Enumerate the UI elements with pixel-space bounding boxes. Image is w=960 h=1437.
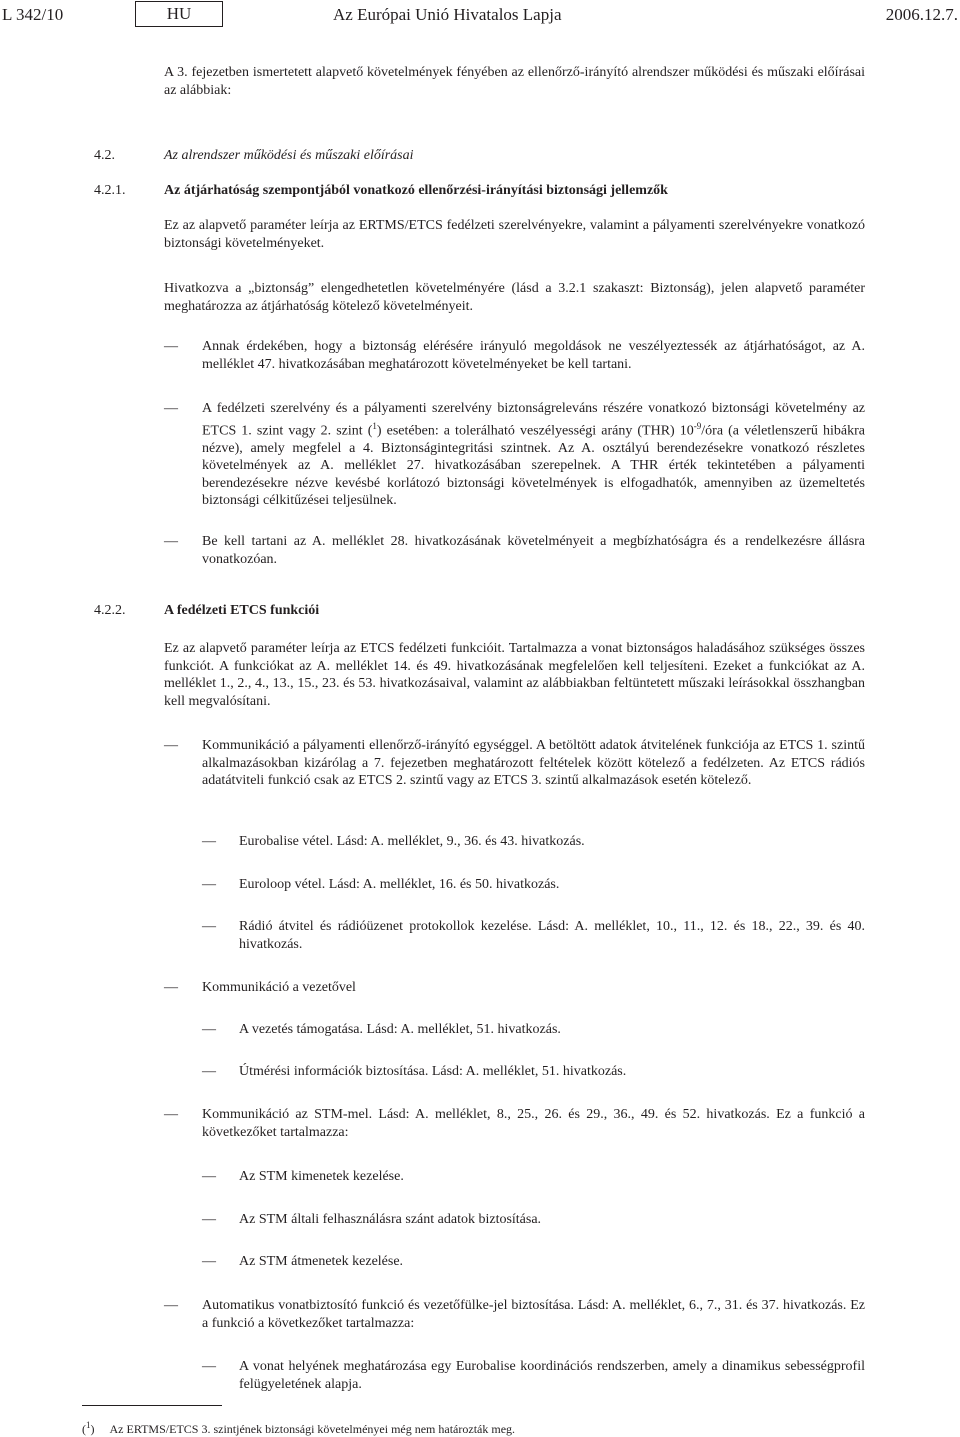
bullet-dash: — — [164, 339, 178, 354]
footnote-reference: 1 — [372, 420, 377, 431]
bullet-4-2-2-3: Kommunikáció az STM-mel. Lásd: A. melléklet, 8., 25., 26. és 29., 36., 49. és 52. hivatkozás. Ez a funkció a következőket tartalmazza: — [202, 1107, 865, 1140]
bullet-dash: — — [164, 980, 178, 995]
sub-bullet-dash: — — [202, 1064, 216, 1079]
bullet-dash: — — [164, 1107, 178, 1122]
sub-bullet-dash: — — [202, 1022, 216, 1037]
paragraph-4-2-1-a: Ez az alapvető paraméter leírja az ERTMS/ETCS fedélzeti szerelvényekre, valamint a pályamenti szerelvényekre vonatkozó biztonsági követelményeket. — [164, 218, 865, 251]
sub-bullet-radio: Rádió átvitel és rádióüzenet protokollok kezelése. Lásd: A. melléklet, 10., 11., 12. és 18., 22., 39. és 40. hivatkozás. — [239, 919, 865, 952]
sub-bullet-stm-transitions: Az STM átmenetek kezelése. — [239, 1254, 404, 1269]
section-title-4-2-2: A fedélzeti ETCS funkciói — [164, 603, 320, 618]
exponent: -9 — [693, 420, 702, 431]
paragraph-4-2-2: Ez az alapvető paraméter leírja az ETCS fedélzeti funkcióit. Tartalmazza a vonat biztonságos haladásához szükséges összes funkciót. A funkciókat az A. melléklet 14. és 49. hivatkozásának megfelelően kell teljesíteni. Ezeket a funkciókat az A. melléklet 1., 2., 4., 13., 15., 23. és 53. hivatkozásaival, valamint az alábbiakban feltüntetett műszaki leírásokkal összhangban kell megvalósítani. — [164, 641, 865, 709]
footnote-divider — [82, 1405, 222, 1406]
journal-title: Az Európai Unió Hivatalos Lapja — [333, 5, 562, 24]
sub-bullet-train-location: A vonat helyének meghatározása egy Eurobalise koordinációs rendszerben, amely a dinamikus sebességprofil felügyeletének alapja. — [239, 1359, 865, 1392]
section-number-4-2-2: 4.2.2. — [94, 603, 126, 618]
bullet-4-2-2-2: Kommunikáció a vezetővel — [202, 980, 356, 995]
journal-header — [0, 0, 960, 30]
section-title-4-2-1: Az átjárhatóság szempontjából vonatkozó ellenőrzési-irányítási biztonsági jellemzők — [164, 183, 668, 198]
footnote-mark: 1 — [86, 1420, 91, 1430]
sub-bullet-odometry: Útmérési információk biztosítása. Lásd: A. melléklet, 51. hivatkozás. — [239, 1064, 627, 1079]
publication-date: 2006.12.7. — [885, 5, 958, 24]
sub-bullet-dash: — — [202, 1212, 216, 1227]
footnote-text: Az ERTMS/ETCS 3. szintjének biztonsági követelményei még nem határozták meg. — [109, 1422, 516, 1436]
bullet-4-2-1-3: Be kell tartani az A. melléklet 28. hivatkozásának követelményeit a megbízhatóságra és a rendelkezésre állásra vonatkozóan. — [202, 534, 865, 567]
sub-bullet-dash: — — [202, 1254, 216, 1269]
sub-bullet-stm-data: Az STM általi felhasználásra szánt adatok biztosítása. — [239, 1212, 542, 1227]
sub-bullet-stm-outputs: Az STM kimenetek kezelése. — [239, 1169, 404, 1184]
bullet-4-2-1-1: Annak érdekében, hogy a biztonság elérésére irányuló megoldások ne veszélyeztessék az átjárhatóságot, az A. melléklet 47. hivatkozásában meghatározott követelményeket be kell tartani. — [202, 339, 865, 372]
sub-bullet-dash: — — [202, 1169, 216, 1184]
section-number-4-2: 4.2. — [94, 148, 115, 163]
bullet-4-2-2-1: Kommunikáció a pályamenti ellenőrző-irányító egységgel. A betöltött adatok átvitelének funkciója az ETCS 1. szintű alkalmazásokban kizárólag a 7. fejezetben meghatározott feltételek között kötelező a fedélzeten. Az ETCS rádiós adatátviteli funkció csak az ETCS 2. szintű vagy az ETCS 3. szintű alkalmazások esetén kötelező. — [202, 738, 865, 788]
intro-paragraph: A 3. fejezetben ismertetett alapvető követelmények fényében az ellenőrző-irányító alrendszer működési és műszaki előírásai az alábbiak: — [164, 65, 865, 98]
sub-bullet-dash: — — [202, 834, 216, 849]
sub-bullet-dash: — — [202, 1359, 216, 1374]
section-title-4-2: Az alrendszer működési és műszaki előírásai — [164, 148, 414, 163]
section-number-4-2-1: 4.2.1. — [94, 183, 126, 198]
sub-bullet-driving-support: A vezetés támogatása. Lásd: A. melléklet, 51. hivatkozás. — [239, 1022, 561, 1037]
page-number: L 342/10 — [2, 5, 64, 24]
language-code-box: HU — [135, 1, 223, 27]
bullet-dash: — — [164, 401, 178, 416]
sub-bullet-dash: — — [202, 919, 216, 934]
sub-bullet-eurobalise: Eurobalise vétel. Lásd: A. melléklet, 9., 36. és 43. hivatkozás. — [239, 834, 585, 849]
sub-bullet-dash: — — [202, 877, 216, 892]
bullet-dash: — — [164, 738, 178, 753]
bullet-4-2-2-4: Automatikus vonatbiztosító funkció és vezetőfülke-jel biztosítása. Lásd: A. melléklet, 6., 7., 31. és 37. hivatkozás. Ez a funkció a következőket tartalmazza: — [202, 1298, 865, 1331]
paragraph-4-2-1-b: Hivatkozva a „biztonság” elengedhetetlen követelményére (lásd a 3.2.1 szakaszt: Biztonság), jelen alapvető paraméter meghatározza az átjárhatóság kötelező követelményeit. — [164, 281, 865, 314]
sub-bullet-euroloop: Euroloop vétel. Lásd: A. melléklet, 16. és 50. hivatkozás. — [239, 877, 560, 892]
bullet-dash: — — [164, 534, 178, 549]
bullet-4-2-1-2: A fedélzeti szerelvény és a pályamenti szerelvény biztonságreleváns részére vonatkozó biztonsági követelmény az ETCS 1. szint vagy 2. szint ($^1$) esetében: a tolerálható veszélyességi arány (THR) $10^{-9}$/óra (a véletlenszerű hibákra nézve), amely megfelel a 4. Biztonságintegritási szintnek. Az A. osztályú berendezésekre vonatkozó részletes követelmények az A. melléklet 27. hivatkozásában szerepelnek. A THR érték tekintetében a pályamenti berendezésekre nézve kevésbé korlátozó biztonsági követelmények is elfogadhatók, amennyiben az üzemeltetés biztonsági célkitűzései teljesülnek. — [202, 401, 865, 509]
footnote: ($^1$) Az ERTMS/ETCS 3. szintjének biztonsági követelményei még nem határozták meg. — [82, 1420, 516, 1436]
bullet-dash: — — [164, 1298, 178, 1313]
